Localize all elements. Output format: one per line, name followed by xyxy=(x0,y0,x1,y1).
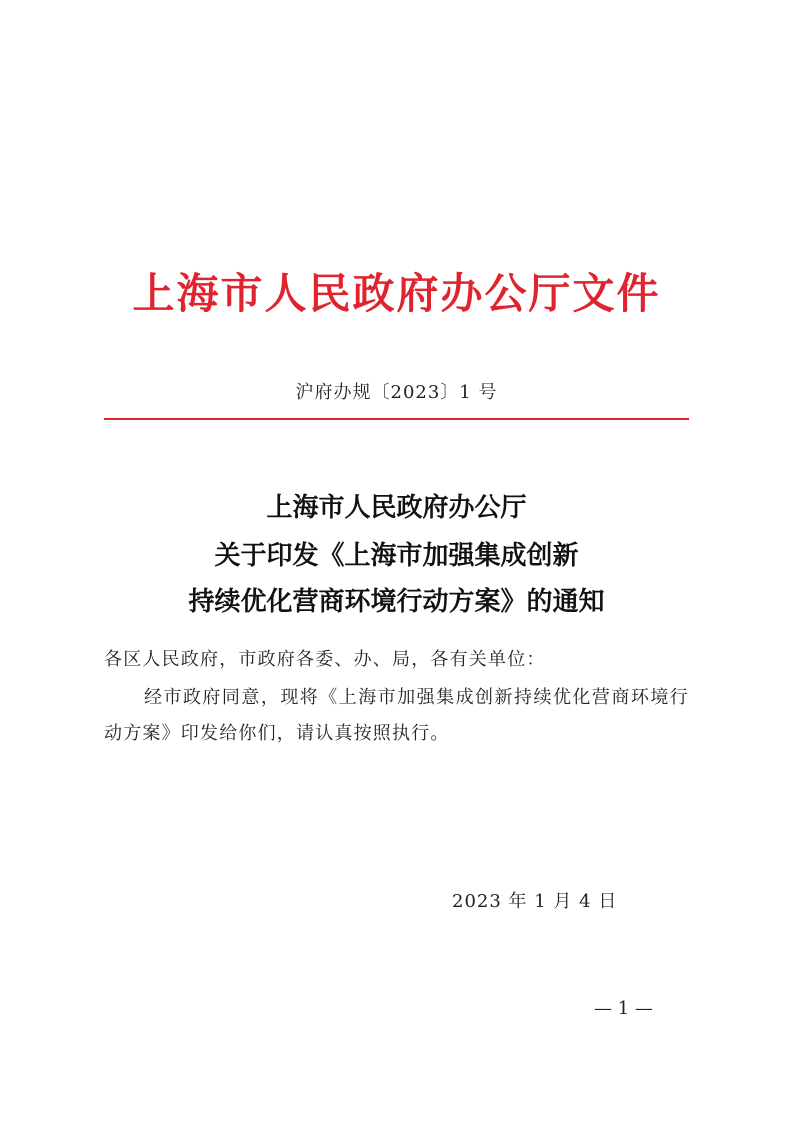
document-number: 沪府办规〔2023〕1 号 xyxy=(295,382,498,403)
issuer-header: 上海市人民政府办公厅文件 xyxy=(132,269,661,318)
notice-title-line-2: 关于印发《上海市加强集成创新 xyxy=(214,541,579,571)
body-paragraph: 经市政府同意，现将《上海市加强集成创新持续优化营商环境行动方案》印发给你们，请认真按照执行。 xyxy=(104,687,689,744)
salutation: 各区人民政府，市政府各委、办、局，各有关单位： xyxy=(104,649,546,670)
notice-title-line-1: 上海市人民政府办公厅 xyxy=(266,493,527,523)
page-number: — 1 — xyxy=(594,998,653,1019)
issue-date: 2023 年 1 月 4 日 xyxy=(452,891,618,912)
red-divider-line xyxy=(104,418,689,420)
notice-title-line-3: 持续优化营商环境行动方案》的通知 xyxy=(188,587,605,617)
